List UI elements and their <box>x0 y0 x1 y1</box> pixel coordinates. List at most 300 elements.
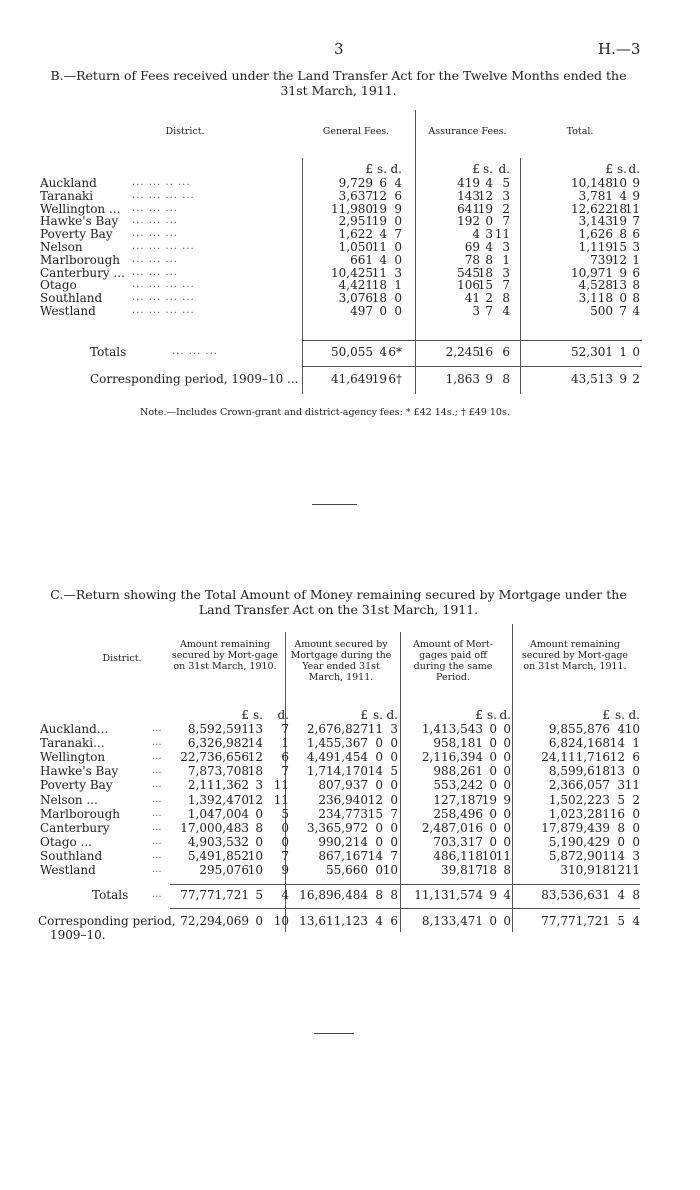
table-c-units-row <box>0 708 700 722</box>
remaining-1910-pounds: 2,111,362 <box>187 778 249 793</box>
assurance-fees-pounds: 69 <box>464 240 480 254</box>
district-name: Southland <box>40 848 103 863</box>
assurance-fees-pounds: 143 <box>457 188 480 203</box>
remaining-1911-pence: 0 <box>632 834 640 849</box>
corresponding-period-row-cont <box>0 928 700 942</box>
general-fees-pence: 7 <box>394 227 402 242</box>
total-fees-shillings: 1 <box>619 345 627 359</box>
assurance-fees-pounds: 41 <box>464 291 480 306</box>
district-name: Taranaki <box>40 188 94 203</box>
general-fees-pounds: 661 <box>350 252 373 267</box>
remaining-1910-shillings: 12 <box>247 792 263 807</box>
total-fees-pence: 3 <box>632 240 640 254</box>
leader-dots: ... <box>152 751 162 763</box>
remaining-1911-shillings: 14 <box>609 736 625 751</box>
general-fees-pounds: 50,055 <box>331 345 373 359</box>
total-fees-shillings: 18 <box>611 201 627 216</box>
total-fees-pounds: 52,301 <box>571 345 613 359</box>
total-fees-pence: 1 <box>632 252 640 267</box>
district-name: Auckland... <box>40 722 109 736</box>
table-row <box>0 304 700 318</box>
unit-shilling-general: s. <box>377 162 387 176</box>
assurance-fees-shillings: 8 <box>485 252 493 267</box>
paid-off-pounds: 2,487,016 <box>421 820 483 835</box>
assurance-fees-pounds: 1,863 <box>445 372 480 386</box>
assurance-fees-pounds: 106 <box>457 278 480 293</box>
general-fees-shillings: 4 <box>379 252 387 267</box>
total-fees-pence: 6 <box>632 227 640 242</box>
assurance-fees-pounds: 641 <box>457 201 480 216</box>
remaining-1911-shillings: 5 <box>617 914 625 928</box>
assurance-fees-pounds: 4 <box>472 227 480 242</box>
table-b-hline-1 <box>302 340 642 341</box>
remaining-1910-pounds: 1,392,470 <box>187 792 249 807</box>
secured-during-year-pence: 10 <box>382 863 398 877</box>
remaining-1911-pence: 0 <box>632 806 640 821</box>
remaining-1910-pence: 0 <box>281 834 289 849</box>
table-c-hline-1 <box>170 884 640 885</box>
total-fees-pounds: 10,148 <box>571 176 613 190</box>
leader-dots: ... <box>152 849 162 861</box>
total-fees-pence: 8 <box>632 278 640 293</box>
remaining-1911-pence: 11 <box>624 778 640 793</box>
secured-during-year-shillings: 15 <box>367 806 383 821</box>
secured-during-year-pence: 6 <box>390 914 398 928</box>
general-fees-pounds: 3,076 <box>338 291 373 306</box>
remaining-1910-pounds: 295,076 <box>199 863 249 877</box>
secured-during-year-pounds: 236,940 <box>318 792 368 807</box>
assurance-fees-pounds: 419 <box>457 176 480 190</box>
remaining-1911-pounds: 2,366,057 <box>548 778 610 793</box>
remaining-1911-pence: 2 <box>632 792 640 807</box>
unit-shilling-c2: s. <box>373 708 383 722</box>
secured-during-year-pounds: 234,773 <box>318 806 368 821</box>
secured-during-year-pence: 0 <box>390 820 398 835</box>
assurance-fees-shillings: 12 <box>477 188 493 203</box>
district-name: Nelson ... <box>40 792 98 807</box>
total-fees-pence: 6 <box>632 265 640 280</box>
remaining-1911-pounds: 83,536,631 <box>541 888 610 902</box>
paid-off-pence: 9 <box>503 792 511 807</box>
table-b-note: Note.—Includes Crown-grant and district-agency fees: * £42 14s.; † £49 10s. <box>140 407 510 418</box>
assurance-fees-shillings: 15 <box>477 278 493 293</box>
assurance-fees-pence: 3 <box>502 240 510 254</box>
unit-shilling-c1: s. <box>253 708 263 722</box>
unit-pence-c2: d. <box>386 708 398 722</box>
remaining-1911-pounds: 6,824,168 <box>548 736 610 751</box>
general-fees-pounds: 2,951 <box>338 214 373 229</box>
page-reference: H.—3 <box>598 40 641 58</box>
assurance-fees-pence: 5 <box>502 176 510 190</box>
secured-during-year-shillings: 14 <box>367 764 383 779</box>
remaining-1911-pounds: 1,502,223 <box>548 792 610 807</box>
remaining-1910-pence: 6 <box>281 750 289 765</box>
unit-pence-c4: d. <box>628 708 640 722</box>
table-row <box>0 821 700 835</box>
remaining-1911-pounds: 77,771,721 <box>541 914 610 928</box>
paid-off-pounds: 2,116,394 <box>421 750 483 765</box>
secured-during-year-shillings: 11 <box>367 722 383 736</box>
assurance-fees-shillings: 3 <box>485 227 493 242</box>
remaining-1911-pounds: 1,023,281 <box>548 806 610 821</box>
unit-pence-c1: d. <box>277 708 289 722</box>
table-b-units-row <box>0 162 700 176</box>
paid-off-pence: 0 <box>503 806 511 821</box>
leader-dots: ... ... ... <box>172 346 218 357</box>
total-fees-pence: 2 <box>632 372 640 386</box>
general-fees-shillings: 19 <box>371 201 387 216</box>
district-name: Westland <box>40 304 96 318</box>
assurance-fees-pounds: 78 <box>464 252 480 267</box>
remaining-1911-pounds: 24,111,716 <box>541 750 610 765</box>
remaining-1910-pounds: 4,903,532 <box>187 834 249 849</box>
general-fees-pounds: 11,980 <box>331 201 373 216</box>
leader-dots: ... <box>152 807 162 819</box>
district-name: Wellington ... <box>40 201 121 216</box>
total-fees-pounds: 3,143 <box>578 214 613 229</box>
paid-off-pence: 0 <box>503 750 511 765</box>
separator-2 <box>314 1033 354 1034</box>
remaining-1910-shillings: 0 <box>255 806 263 821</box>
paid-off-pounds: 258,496 <box>433 806 483 821</box>
assurance-fees-pence: 11 <box>494 227 510 242</box>
unit-pound-c4: £ <box>602 708 610 722</box>
paid-off-pence: 0 <box>503 764 511 779</box>
paid-off-shillings: 9 <box>489 888 497 902</box>
table-row <box>0 849 700 863</box>
secured-during-year-pence: 0 <box>390 750 398 765</box>
leader-dots: ... ... ... ... <box>132 292 195 304</box>
remaining-1910-pence: 5 <box>281 806 289 821</box>
unit-pence-assurance: d. <box>498 162 510 176</box>
secured-during-year-pounds: 3,365,972 <box>306 820 368 835</box>
corresponding-period-row <box>0 372 700 386</box>
district-name: Taranaki... <box>40 736 105 751</box>
total-fees-shillings: 9 <box>619 265 627 280</box>
remaining-1911-pounds: 5,190,429 <box>548 834 610 849</box>
table-b-header-total: Total. <box>566 126 594 137</box>
district-name: Hawke's Bay <box>40 764 119 779</box>
remaining-1910-shillings: 10 <box>247 863 263 877</box>
general-fees-pence: 1 <box>394 278 402 293</box>
leader-dots: ... ... ... <box>132 228 178 240</box>
district-name: Canterbury ... <box>40 265 125 280</box>
totals-label: Totals <box>92 888 129 902</box>
assurance-fees-pence: 8 <box>502 372 510 386</box>
leader-dots: ... ... ... ... <box>132 189 195 201</box>
table-row <box>0 863 700 877</box>
general-fees-pence: 3 <box>394 265 402 280</box>
remaining-1910-pounds: 5,491,852 <box>187 848 249 863</box>
total-fees-pence: 9 <box>632 188 640 203</box>
remaining-1911-shillings: 5 <box>617 792 625 807</box>
general-fees-pence: 6† <box>388 372 402 386</box>
district-name: Hawke's Bay <box>40 214 119 229</box>
paid-off-pence: 4 <box>503 888 511 902</box>
total-fees-pence: 8 <box>632 291 640 306</box>
general-fees-pence: 0 <box>394 304 402 318</box>
assurance-fees-shillings: 9 <box>485 372 493 386</box>
leader-dots: ... <box>152 737 162 749</box>
total-fees-shillings: 7 <box>619 304 627 318</box>
paid-off-pence: 0 <box>503 820 511 835</box>
general-fees-pounds: 4,421 <box>338 278 373 293</box>
table-c-header-district: District. <box>102 653 142 664</box>
unit-pound-c3: £ <box>475 708 483 722</box>
remaining-1910-pence: 4 <box>281 888 289 902</box>
remaining-1910-shillings: 13 <box>247 722 263 736</box>
remaining-1910-shillings: 0 <box>255 914 263 928</box>
total-fees-shillings: 15 <box>611 240 627 254</box>
district-name: Poverty Bay <box>40 778 113 793</box>
paid-off-pounds: 703,317 <box>433 834 483 849</box>
table-row <box>0 736 700 750</box>
table-row <box>0 764 700 778</box>
secured-during-year-shillings: 0 <box>375 778 383 793</box>
total-fees-shillings: 0 <box>619 291 627 306</box>
remaining-1911-shillings: 12 <box>609 750 625 765</box>
leader-dots: ... ... ... <box>132 215 178 227</box>
total-fees-shillings: 9 <box>619 372 627 386</box>
paid-off-shillings: 0 <box>489 820 497 835</box>
leader-dots: ... <box>152 864 162 875</box>
remaining-1910-pounds: 6,326,982 <box>187 736 249 751</box>
leader-dots: ... <box>152 821 162 833</box>
assurance-fees-pence: 1 <box>502 252 510 267</box>
table-b-hline-2 <box>302 366 642 367</box>
remaining-1910-pence: 11 <box>273 778 289 793</box>
remaining-1911-pounds: 9,855,876 <box>548 722 610 736</box>
remaining-1910-shillings: 12 <box>247 750 263 765</box>
remaining-1910-pence: 9 <box>281 863 289 877</box>
secured-during-year-shillings: 12 <box>367 792 383 807</box>
unit-shilling-total: s. <box>617 162 627 176</box>
secured-during-year-pounds: 55,660 <box>326 863 368 877</box>
general-fees-shillings: 12 <box>371 188 387 203</box>
paid-off-pounds: 127,187 <box>433 792 483 807</box>
district-name: Marlborough <box>40 252 121 267</box>
assurance-fees-pence: 3 <box>502 188 510 203</box>
remaining-1910-pence: 0 <box>281 820 289 835</box>
total-fees-pounds: 3,118 <box>578 291 613 306</box>
total-fees-pounds: 1,119 <box>578 240 613 254</box>
remaining-1910-pounds: 1,047,004 <box>187 806 249 821</box>
paid-off-pounds: 988,261 <box>433 764 483 779</box>
leader-dots: ... ... ... <box>132 266 178 278</box>
secured-during-year-shillings: 0 <box>375 820 383 835</box>
corresponding-label: Corresponding period, 1909–10 ... <box>90 372 299 386</box>
secured-during-year-pounds: 2,676,827 <box>306 722 368 736</box>
table-b-header-district: District. <box>165 126 205 137</box>
general-fees-pence: 6* <box>388 345 402 359</box>
assurance-fees-pounds: 192 <box>457 214 480 229</box>
remaining-1911-shillings: 13 <box>609 764 625 779</box>
paid-off-shillings: 0 <box>489 764 497 779</box>
assurance-fees-pounds: 2,245 <box>445 345 480 359</box>
paid-off-shillings: 0 <box>489 736 497 751</box>
secured-during-year-pence: 0 <box>390 792 398 807</box>
secured-during-year-pence: 0 <box>390 834 398 849</box>
assurance-fees-shillings: 4 <box>485 240 493 254</box>
general-fees-pounds: 3,637 <box>338 188 373 203</box>
total-fees-pounds: 10,971 <box>571 265 613 280</box>
remaining-1910-pence: 10 <box>273 914 289 928</box>
district-name: Wellington <box>40 750 106 765</box>
leader-dots: ... ... ... ... <box>132 279 195 291</box>
paid-off-shillings: 0 <box>489 722 497 736</box>
general-fees-shillings: 11 <box>371 240 387 254</box>
general-fees-shillings: 19 <box>371 214 387 229</box>
general-fees-pence: 0 <box>394 291 402 306</box>
remaining-1910-pence: 7 <box>281 722 289 736</box>
total-fees-pounds: 12,622 <box>571 201 613 216</box>
general-fees-pounds: 1,622 <box>338 227 373 242</box>
table-row <box>0 778 700 792</box>
remaining-1911-pounds: 8,599,618 <box>548 764 610 779</box>
district-name: Nelson <box>40 240 83 254</box>
assurance-fees-shillings: 19 <box>477 201 493 216</box>
remaining-1911-pence: 11 <box>624 863 640 877</box>
district-name: Canterbury <box>40 820 110 835</box>
general-fees-pence: 0 <box>394 240 402 254</box>
table-b-header-general: General Fees. <box>322 126 390 137</box>
district-name: Marlborough <box>40 806 121 821</box>
table-b-header-assurance: Assurance Fees. <box>428 126 507 137</box>
remaining-1910-shillings: 8 <box>255 820 263 835</box>
remaining-1910-pounds: 8,592,591 <box>187 722 249 736</box>
remaining-1910-pence: 1 <box>281 736 289 751</box>
remaining-1911-shillings: 8 <box>617 820 625 835</box>
total-fees-shillings: 13 <box>611 278 627 293</box>
unit-pence-general: d. <box>390 162 402 176</box>
table-row <box>0 835 700 849</box>
total-fees-shillings: 4 <box>619 188 627 203</box>
general-fees-shillings: 4 <box>379 227 387 242</box>
paid-off-pounds: 486,118 <box>433 848 483 863</box>
assurance-fees-pence: 2 <box>502 201 510 216</box>
general-fees-pence: 4 <box>394 176 402 190</box>
remaining-1911-shillings: 0 <box>617 834 625 849</box>
paid-off-shillings: 0 <box>489 806 497 821</box>
table-c-header-col2: Amount secured by Mortgage during the Year ended 31st March, 1911. <box>290 639 392 683</box>
district-name: Auckland <box>40 176 97 190</box>
total-fees-shillings: 12 <box>611 252 627 267</box>
table-row <box>0 722 700 736</box>
paid-off-pence: 8 <box>503 863 511 877</box>
secured-during-year-pence: 7 <box>390 806 398 821</box>
paid-off-pence: 0 <box>503 914 511 928</box>
secured-during-year-pounds: 1,455,367 <box>306 736 368 751</box>
remaining-1910-shillings: 14 <box>247 736 263 751</box>
totals-label: Totals <box>90 345 127 359</box>
unit-pence-total: d. <box>628 162 640 176</box>
corresponding-label-year: 1909–10. <box>50 928 106 942</box>
secured-during-year-shillings: 0 <box>375 736 383 751</box>
paid-off-pounds: 553,242 <box>433 778 483 793</box>
paid-off-pence: 0 <box>503 778 511 793</box>
remaining-1910-pounds: 7,873,708 <box>187 764 249 779</box>
remaining-1911-pence: 3 <box>632 848 640 863</box>
total-fees-pounds: 1,626 <box>578 227 613 242</box>
paid-off-shillings: 19 <box>481 792 497 807</box>
secured-during-year-pounds: 867,167 <box>318 848 368 863</box>
table-row <box>0 807 700 821</box>
secured-during-year-pounds: 4,491,454 <box>306 750 368 765</box>
table-row <box>0 750 700 764</box>
table-c-header-col4: Amount remaining secured by Mort-gage on 31st March, 1911. <box>521 639 629 672</box>
paid-off-shillings: 0 <box>489 750 497 765</box>
unit-shilling-c3: s. <box>487 708 497 722</box>
paid-off-pence: 0 <box>503 722 511 736</box>
secured-during-year-shillings: 0 <box>375 750 383 765</box>
paid-off-pounds: 11,131,574 <box>414 888 483 902</box>
general-fees-pounds: 1,050 <box>338 240 373 254</box>
page-number: 3 <box>334 40 344 58</box>
secured-during-year-pence: 3 <box>390 722 398 736</box>
general-fees-shillings: 18 <box>371 278 387 293</box>
remaining-1911-shillings: 14 <box>609 848 625 863</box>
secured-during-year-pounds: 990,214 <box>318 834 368 849</box>
assurance-fees-pence: 7 <box>502 214 510 229</box>
paid-off-pence: 11 <box>495 848 511 863</box>
general-fees-pounds: 9,729 <box>338 176 373 190</box>
secured-during-year-shillings: 4 <box>375 914 383 928</box>
leader-dots: ... <box>152 765 162 777</box>
paid-off-pounds: 8,133,471 <box>421 914 483 928</box>
unit-pound-general: £ <box>365 162 373 176</box>
paid-off-pence: 0 <box>503 834 511 849</box>
general-fees-shillings: 6 <box>379 176 387 190</box>
general-fees-pence: 0 <box>394 252 402 267</box>
secured-during-year-pence: 8 <box>390 888 398 902</box>
unit-shilling-assurance: s. <box>483 162 493 176</box>
assurance-fees-pence: 7 <box>502 278 510 293</box>
remaining-1910-pence: 11 <box>273 792 289 807</box>
remaining-1910-pounds: 22,736,656 <box>180 750 249 765</box>
table-c-header-col1: Amount remaining secured by Mort-gage on 31st March, 1910. <box>171 639 279 672</box>
table-row <box>0 793 700 807</box>
paid-off-pounds: 1,413,543 <box>421 722 483 736</box>
secured-during-year-pounds: 1,714,170 <box>306 764 368 779</box>
secured-during-year-shillings: 14 <box>367 848 383 863</box>
paid-off-shillings: 0 <box>489 914 497 928</box>
secured-during-year-pence: 0 <box>390 778 398 793</box>
remaining-1911-pence: 1 <box>632 736 640 751</box>
general-fees-pounds: 10,425 <box>331 265 373 280</box>
unit-pound-c2: £ <box>360 708 368 722</box>
corresponding-period-row <box>0 914 700 928</box>
paid-off-pounds: 958,181 <box>433 736 483 751</box>
paid-off-shillings: 0 <box>489 834 497 849</box>
remaining-1910-pence: 7 <box>281 848 289 863</box>
total-fees-pounds: 43,513 <box>571 372 613 386</box>
remaining-1911-pence: 6 <box>632 750 640 765</box>
remaining-1910-shillings: 10 <box>247 848 263 863</box>
secured-during-year-pence: 5 <box>390 764 398 779</box>
paid-off-pence: 0 <box>503 736 511 751</box>
paid-off-pounds: 39,817 <box>441 863 483 877</box>
total-fees-pence: 11 <box>624 201 640 216</box>
secured-during-year-pence: 0 <box>390 736 398 751</box>
leader-dots: ... ... ... <box>132 253 178 265</box>
total-fees-pounds: 500 <box>590 304 613 318</box>
remaining-1911-pence: 0 <box>632 820 640 835</box>
unit-pence-c3: d. <box>499 708 511 722</box>
remaining-1911-shillings: 4 <box>617 888 625 902</box>
paid-off-shillings: 10 <box>481 848 497 863</box>
total-fees-pounds: 739 <box>590 252 613 267</box>
remaining-1910-shillings: 18 <box>247 764 263 779</box>
